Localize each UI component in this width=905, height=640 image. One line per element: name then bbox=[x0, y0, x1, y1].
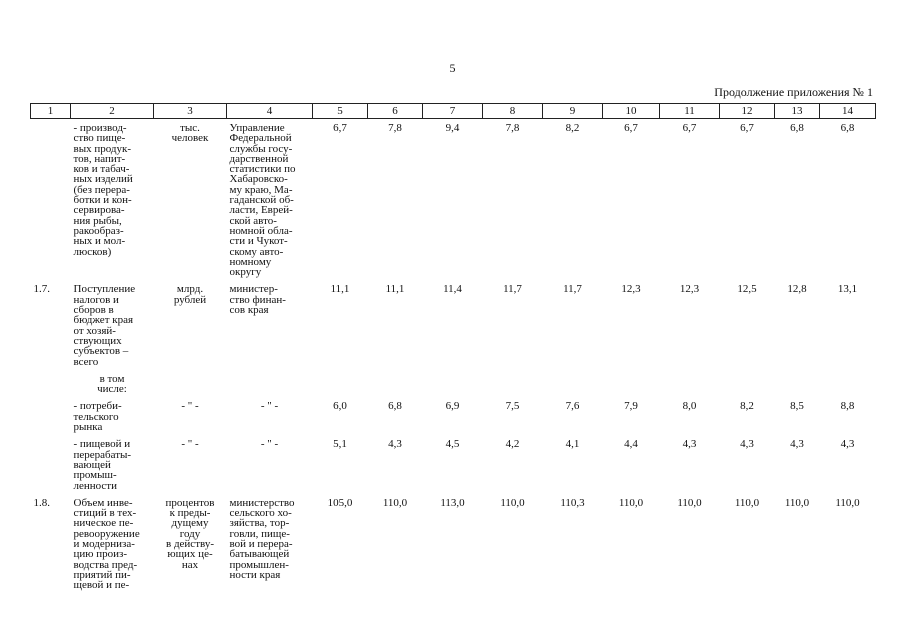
responsible-body: министерство сельского хо- зяйства, тор- говли, пище- вой и перера- батывающей промышлен- ности края bbox=[229, 496, 295, 581]
value-cell bbox=[313, 370, 368, 398]
value-cell: 6,7 bbox=[624, 122, 638, 134]
column-number-10: 10 bbox=[603, 104, 660, 119]
value-cell: 8,2 bbox=[740, 400, 754, 413]
column-number-6: 6 bbox=[368, 104, 423, 119]
table-row bbox=[31, 494, 876, 594]
row-number bbox=[31, 397, 71, 435]
column-number-12: 12 bbox=[720, 104, 775, 119]
value-cell: 8,8 bbox=[840, 400, 855, 413]
value-cell: 113,0 bbox=[440, 496, 465, 509]
value-cell: 4,1 bbox=[565, 438, 580, 451]
value-cell: 11,7 bbox=[503, 283, 522, 296]
value-cell: 12,5 bbox=[737, 283, 757, 296]
value-cell: 4,3 bbox=[740, 438, 754, 451]
row-number bbox=[31, 435, 71, 493]
unit-of-measure: процентов к преды- дущему году в действу- ющих це- нах bbox=[165, 496, 215, 571]
value-cell: 6,9 bbox=[445, 400, 460, 413]
column-number-7: 7 bbox=[423, 104, 483, 119]
value-cell: 110,0 bbox=[500, 496, 525, 509]
value-cell: 13,1 bbox=[837, 283, 858, 296]
value-cell bbox=[423, 370, 483, 398]
value-cell bbox=[368, 370, 423, 398]
value-cell bbox=[820, 370, 876, 398]
value-cell bbox=[720, 370, 775, 398]
value-cell: 6,8 bbox=[388, 400, 402, 413]
table-row bbox=[31, 435, 876, 493]
column-number-8: 8 bbox=[483, 104, 543, 119]
responsible-body: министер- ство финан- сов края bbox=[229, 283, 286, 317]
column-number-1: 1 bbox=[31, 104, 71, 119]
value-cell: 4,3 bbox=[840, 438, 855, 451]
value-cell bbox=[660, 370, 720, 398]
indicator-name: Поступление налогов и сборов в бюджет края от хозяй- ствующих субъектов – всего bbox=[73, 283, 136, 368]
table-row bbox=[31, 280, 876, 369]
value-cell: 6,7 bbox=[682, 122, 697, 134]
unit-of-measure bbox=[154, 370, 227, 398]
value-cell: 6,7 bbox=[740, 122, 754, 134]
indicator-name: - пищевой и перерабаты- вающей промыш- ленности bbox=[73, 438, 132, 492]
column-number-9: 9 bbox=[543, 104, 603, 119]
responsible-body: Управление Федеральной службы госу- дарственной статистики по Хабаровско- му краю, Ма- гаданской об- ласти, Еврей- ской авто- номной обла- сти и Чукот- скому авто- номному округу bbox=[229, 122, 296, 279]
value-cell: 4,5 bbox=[445, 438, 460, 451]
value-cell: 7,6 bbox=[565, 400, 580, 413]
value-cell: 110,0 bbox=[618, 496, 644, 509]
value-cell: 4,3 bbox=[388, 438, 402, 451]
value-cell: 6,0 bbox=[333, 400, 347, 413]
appendix-caption: Продолжение приложения № 1 bbox=[714, 85, 873, 99]
value-cell: 4,2 bbox=[505, 438, 520, 451]
value-cell: 9,4 bbox=[445, 122, 460, 134]
column-number-13: 13 bbox=[775, 104, 820, 119]
value-cell bbox=[603, 370, 660, 398]
value-cell: 110,0 bbox=[677, 496, 702, 509]
value-cell: 7,9 bbox=[624, 400, 638, 413]
responsible-body: - " - bbox=[260, 400, 279, 413]
column-number-4: 4 bbox=[227, 104, 313, 119]
row-number: 1.8. bbox=[33, 496, 50, 509]
value-cell: 4,3 bbox=[790, 438, 804, 451]
value-cell: 7,5 bbox=[505, 400, 520, 413]
value-cell: 110,0 bbox=[734, 496, 760, 509]
value-cell: 7,8 bbox=[388, 122, 402, 134]
column-number-row bbox=[31, 104, 876, 119]
value-cell: 110,3 bbox=[560, 496, 585, 509]
value-cell: 6,8 bbox=[790, 122, 804, 134]
value-cell: 11,1 bbox=[330, 283, 350, 296]
responsible-body: - " - bbox=[260, 438, 279, 451]
indicator-name: - производ- ство пище- вых продук- тов, напит- ков и табач- ных изделий (без перера- ботки и кон- сервирова- ния рыбы, ракообраз- ных и мол- люсков) bbox=[73, 122, 133, 258]
value-cell: 12,3 bbox=[679, 283, 700, 296]
value-cell: 12,8 bbox=[787, 283, 807, 296]
table-body bbox=[31, 119, 876, 594]
column-number-5: 5 bbox=[313, 104, 368, 119]
row-number: 1.7. bbox=[33, 283, 50, 296]
row-number bbox=[31, 370, 71, 398]
indicator-name: в том числе: bbox=[97, 372, 127, 396]
unit-of-measure: тыс. человек bbox=[171, 122, 209, 145]
column-number-14: 14 bbox=[820, 104, 876, 119]
value-cell: 11,4 bbox=[443, 283, 462, 296]
value-cell: 11,7 bbox=[563, 283, 582, 296]
value-cell: 110,0 bbox=[784, 496, 810, 509]
table-row bbox=[31, 397, 876, 435]
value-cell: 11,1 bbox=[385, 283, 405, 296]
value-cell: 6,7 bbox=[333, 122, 347, 134]
value-cell bbox=[775, 370, 820, 398]
indicator-name: Объем инве- стиций в тех- ническое пе- ревооружение и модерниза- цию произ- водства пред- приятий пи- щевой и пе- bbox=[73, 496, 140, 592]
value-cell: 4,3 bbox=[682, 438, 697, 451]
value-cell: 4,4 bbox=[624, 438, 638, 451]
value-cell: 110,0 bbox=[835, 496, 860, 509]
column-number-3: 3 bbox=[154, 104, 227, 119]
table-row bbox=[31, 119, 876, 281]
value-cell: 8,0 bbox=[682, 400, 697, 413]
value-cell: 12,3 bbox=[621, 283, 641, 296]
value-cell: 5,1 bbox=[333, 438, 347, 451]
value-cell: 7,8 bbox=[505, 122, 520, 134]
unit-of-measure: - " - bbox=[181, 438, 199, 451]
unit-of-measure: - " - bbox=[181, 400, 199, 413]
value-cell: 8,2 bbox=[565, 122, 580, 134]
value-cell bbox=[483, 370, 543, 398]
indicator-name: - потреби- тельского рынка bbox=[73, 400, 122, 434]
page-number: 5 bbox=[449, 61, 456, 75]
unit-of-measure: млрд. рублей bbox=[173, 283, 207, 306]
value-cell: 6,8 bbox=[840, 122, 855, 134]
value-cell: 105,0 bbox=[327, 496, 353, 509]
row-number bbox=[31, 119, 71, 281]
value-cell: 110,0 bbox=[382, 496, 408, 509]
column-number-2: 2 bbox=[71, 104, 154, 119]
table-row bbox=[31, 370, 876, 398]
responsible-body bbox=[227, 370, 313, 398]
value-cell bbox=[543, 370, 603, 398]
value-cell: 8,5 bbox=[790, 400, 804, 413]
indicators-table bbox=[30, 103, 876, 593]
column-number-11: 11 bbox=[660, 104, 720, 119]
